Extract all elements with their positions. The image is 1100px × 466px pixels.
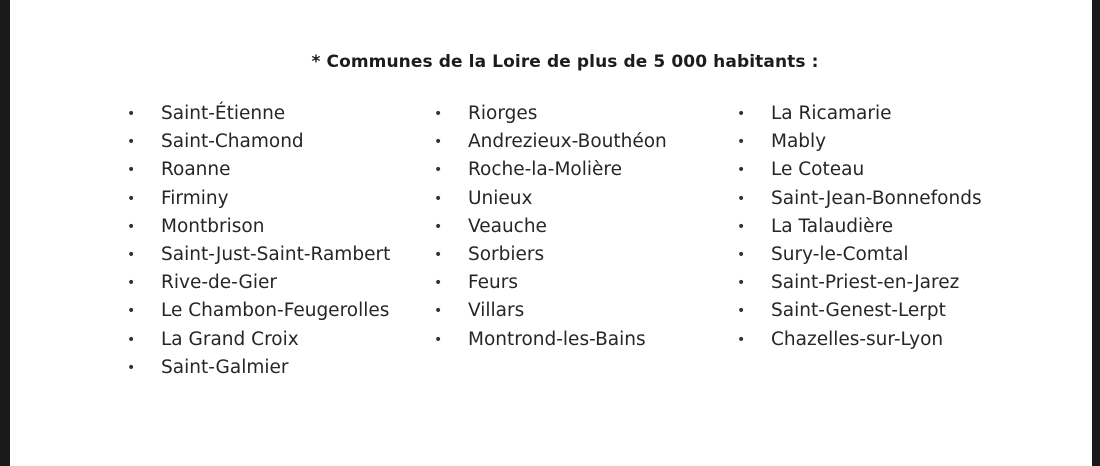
bullet-icon: • bbox=[737, 190, 746, 207]
bullet-icon: • bbox=[127, 190, 136, 207]
bullet-icon: • bbox=[127, 134, 136, 151]
bullet-icon: • bbox=[434, 134, 443, 151]
bullet-icon: • bbox=[434, 303, 443, 320]
commune-name: Saint-Genest-Lerpt bbox=[771, 300, 946, 322]
commune-name: Sury-le-Comtal bbox=[771, 243, 909, 265]
commune-name: Saint-Chamond bbox=[161, 131, 304, 153]
bullet-icon: • bbox=[127, 162, 136, 179]
bullet-icon: • bbox=[434, 246, 443, 263]
commune-name: Saint-Just-Saint-Rambert bbox=[161, 243, 391, 265]
commune-name: Andrezieux-Bouthéon bbox=[468, 131, 667, 153]
bullet-icon: • bbox=[127, 331, 136, 348]
commune-name: Mably bbox=[771, 131, 827, 153]
bullet-icon: • bbox=[737, 106, 746, 122]
commune-name: Saint-Jean-Bonnefonds bbox=[771, 187, 982, 209]
bullet-icon: • bbox=[127, 359, 136, 376]
bullet-icon: • bbox=[434, 275, 443, 292]
commune-name: Villars bbox=[468, 300, 525, 322]
commune-name: Le Chambon-Feugerolles bbox=[161, 300, 390, 322]
commune-name: Montrond-les-Bains bbox=[468, 328, 646, 350]
commune-name: Le Coteau bbox=[771, 159, 865, 181]
commune-name: Roche-la-Molière bbox=[468, 159, 622, 181]
bullet-icon: • bbox=[737, 303, 746, 320]
bullet-icon: • bbox=[737, 162, 746, 179]
bullet-icon: • bbox=[737, 218, 746, 235]
bullet-icon: • bbox=[127, 106, 136, 122]
bullet-icon: • bbox=[127, 303, 136, 320]
commune-name: La Ricamarie bbox=[771, 103, 892, 124]
commune-name: Rive-de-Gier bbox=[161, 272, 277, 294]
commune-name: La Grand Croix bbox=[161, 328, 299, 350]
commune-name: Firminy bbox=[161, 187, 229, 209]
commune-name: Chazelles-sur-Lyon bbox=[771, 328, 944, 350]
commune-name: Saint-Étienne bbox=[161, 103, 286, 124]
document-page bbox=[10, 0, 1092, 466]
commune-name: Roanne bbox=[161, 159, 231, 181]
bullet-icon: • bbox=[434, 106, 443, 122]
bullet-icon: • bbox=[434, 331, 443, 348]
commune-name: La Talaudière bbox=[771, 215, 894, 237]
bullet-icon: • bbox=[737, 134, 746, 151]
bullet-icon: • bbox=[127, 275, 136, 292]
bullet-icon: • bbox=[434, 190, 443, 207]
commune-name: Feurs bbox=[468, 272, 518, 294]
commune-name: Veauche bbox=[468, 215, 547, 237]
bullet-icon: • bbox=[127, 246, 136, 263]
bullet-icon: • bbox=[737, 246, 746, 263]
bullet-icon: • bbox=[434, 162, 443, 179]
page-title: * Communes de la Loire de plus de 5 000 habitants : bbox=[311, 52, 819, 72]
commune-name: Montbrison bbox=[161, 215, 265, 237]
bullet-icon: • bbox=[737, 275, 746, 292]
commune-name: Unieux bbox=[468, 187, 533, 209]
commune-name: Saint-Galmier bbox=[161, 356, 289, 378]
commune-name: Saint-Priest-en-Jarez bbox=[771, 272, 960, 294]
commune-name: Riorges bbox=[468, 103, 538, 124]
commune-name: Sorbiers bbox=[468, 243, 545, 265]
bullet-icon: • bbox=[127, 218, 136, 235]
bullet-icon: • bbox=[434, 218, 443, 235]
bullet-icon: • bbox=[737, 331, 746, 348]
